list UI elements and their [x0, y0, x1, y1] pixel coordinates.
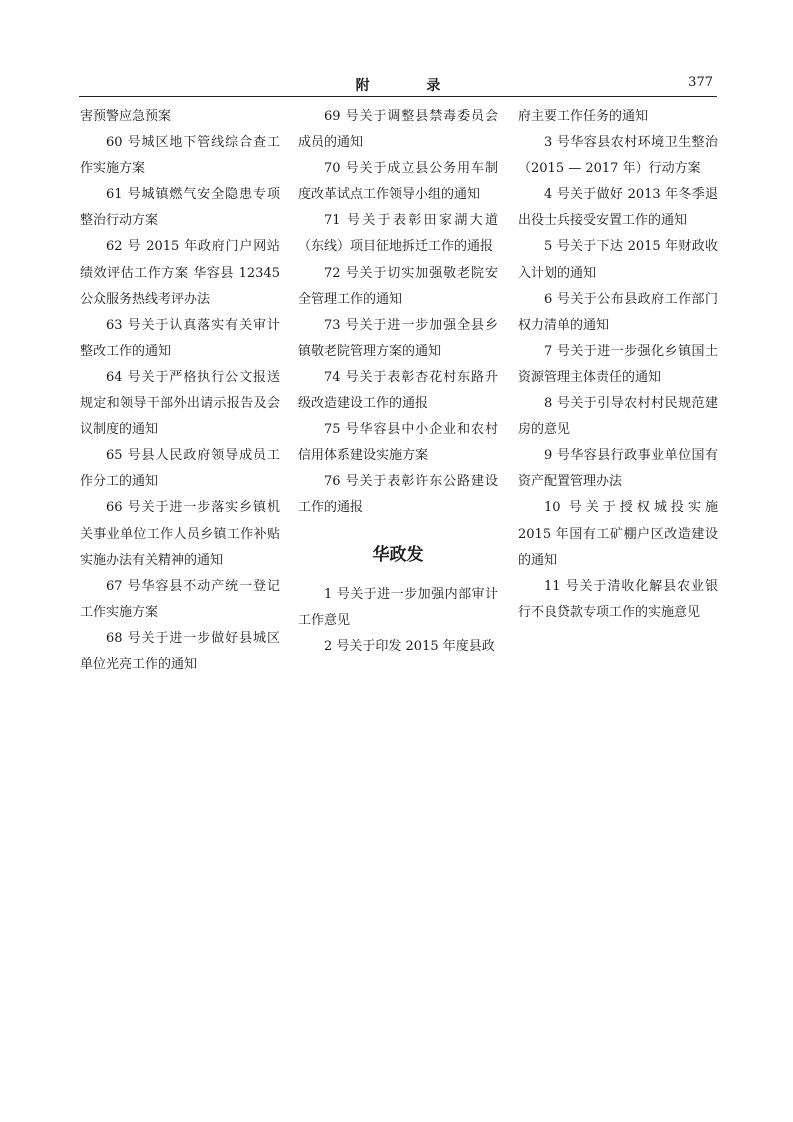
list-item: 65 号县人民政府领导成员工作分工的通知 — [80, 448, 280, 490]
list-item: 76 号关于表彰许东公路建设工作的通报 — [298, 474, 498, 516]
list-item: 62 号 2015 年政府门户网站绩效评估工作方案 华容县 12345 公众服务热线考评办法 — [80, 239, 280, 307]
list-item: 10 号关于授权城投实施 2015 年国有工矿棚户区改造建设的通知 — [518, 500, 718, 568]
section-heading: 华政发 — [372, 544, 424, 565]
list-item: 74 号关于表彰杏花村东路升级改造建设工作的通报 — [298, 369, 498, 412]
list-item: 7 号关于进一步强化乡镇国土资源管理主体责任的通知 — [518, 343, 718, 385]
list-item: 1 号关于进一步加强内部审计工作意见 — [298, 586, 498, 628]
list-item: 6 号关于公布县政府工作部门权力清单的通知 — [518, 291, 718, 333]
list-item: 66 号关于进一步落实乡镇机关事业单位工作人员乡镇工作补贴实施办法有关精神的通知 — [80, 500, 280, 568]
list-item: 67 号华容县不动产统一登记工作实施方案 — [80, 578, 280, 620]
list-item: 64 号关于严格执行公文报送规定和领导干部外出请示报告及会议制度的通知 — [80, 369, 280, 438]
column-1 — [80, 104, 280, 678]
column-3 — [518, 104, 718, 626]
list-item: 9 号华容县行政事业单位国有资产配置管理办法 — [518, 448, 718, 490]
list-item: 60 号城区地下管线综合查工作实施方案 — [80, 135, 280, 177]
list-item: 72 号关于切实加强敬老院安全管理工作的通知 — [298, 265, 498, 307]
list-item: 73 号关于进一步加强全县乡镇敬老院管理方案的通知 — [298, 317, 498, 359]
list-item: 71 号关于表彰田家湖大道（东线）项目征地拆迁工作的通报 — [298, 213, 498, 255]
list-item: 害预警应急预案 — [80, 109, 172, 124]
list-item: 61 号城镇燃气安全隐患专项整治行动方案 — [80, 187, 280, 229]
list-item: 3 号华容县农村环境卫生整治（2015 — 2017 年）行动方案 — [518, 135, 718, 177]
list-item: 63 号关于认真落实有关审计整改工作的通知 — [80, 317, 280, 359]
column-2 — [298, 104, 498, 660]
list-item: 2 号关于印发 2015 年度县政 — [324, 638, 495, 654]
list-item: 8 号关于引导农村村民规范建房的意见 — [518, 396, 718, 438]
page-header — [79, 73, 717, 95]
list-item: 府主要工作任务的通知 — [518, 109, 649, 124]
list-item: 70 号关于成立县公务用车制度改革试点工作领导小组的通知 — [298, 161, 498, 203]
page-number: 377 — [688, 75, 713, 90]
list-item: 68 号关于进一步做好县城区单位光亮工作的通知 — [80, 630, 280, 672]
list-item: 69 号关于调整县禁毒委员会成员的通知 — [298, 109, 498, 151]
list-item: 4 号关于做好 2013 年冬季退出役士兵接受安置工作的通知 — [518, 187, 718, 229]
running-title: 附 录 — [355, 78, 467, 94]
list-item: 11 号关于清收化解县农业银行不良贷款专项工作的实施意见 — [518, 578, 718, 620]
list-item: 5 号关于下达 2015 年财政收入计划的通知 — [518, 239, 718, 281]
header-rule — [79, 96, 717, 97]
list-item: 75 号华容县中小企业和农村信用体系建设实施方案 — [298, 422, 498, 464]
